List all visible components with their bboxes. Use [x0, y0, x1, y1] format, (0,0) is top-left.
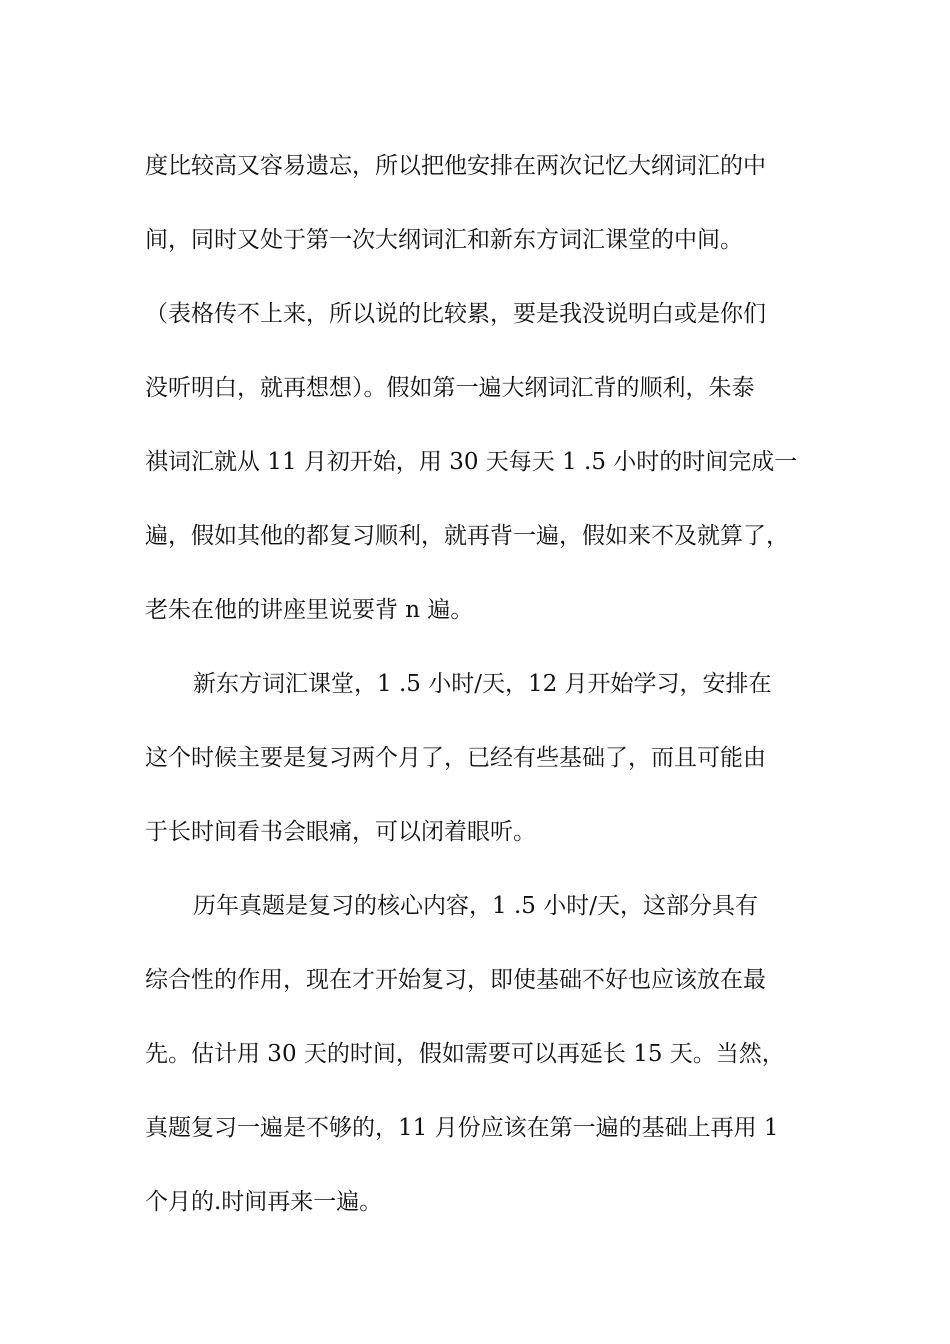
text-line: （表格传不上来，所以说的比较累，要是我没说明白或是你们 — [145, 301, 766, 327]
text-line: 老朱在他的讲座里说要背 n 遍。 — [145, 597, 474, 623]
text-line: 先。估计用 30 天的时间，假如需要可以再延长 15 天。当然， — [145, 1041, 785, 1067]
text-line: 真题复习一遍是不够的，11 月份应该在第一遍的基础上再用 1 — [145, 1115, 779, 1141]
document-body — [145, 129, 825, 1239]
text-line: 没听明白，就再想想）。假如第一遍大纲词汇背的顺利，朱泰 — [145, 375, 755, 401]
text-line: 度比较高又容易遗忘，所以把他安排在两次记忆大纲词汇的中 — [145, 153, 766, 179]
text-line: 综合性的作用，现在才开始复习，即使基础不好也应该放在最 — [145, 967, 766, 993]
text-line: 间，同时又处于第一次大纲词汇和新东方词汇课堂的中间。 — [145, 227, 743, 253]
text-line-paragraph-start: 历年真题是复习的核心内容，1 .5 小时/天，这部分具有 — [193, 893, 758, 919]
text-line: 于长时间看书会眼痛，可以闭着眼听。 — [145, 819, 536, 845]
text-line: 这个时候主要是复习两个月了，已经有些基础了，而且可能由 — [145, 745, 766, 771]
text-line: 遍，假如其他的都复习顺利，就再背一遍，假如来不及就算了， — [145, 523, 789, 549]
text-line-paragraph-start: 新东方词汇课堂，1 .5 小时/天，12 月开始学习，安排在 — [193, 671, 772, 697]
text-line: 祺词汇就从 11 月初开始，用 30 天每天 1 .5 小时的时间完成一 — [145, 449, 798, 475]
text-line: 个月的.时间再来一遍。 — [145, 1189, 383, 1215]
